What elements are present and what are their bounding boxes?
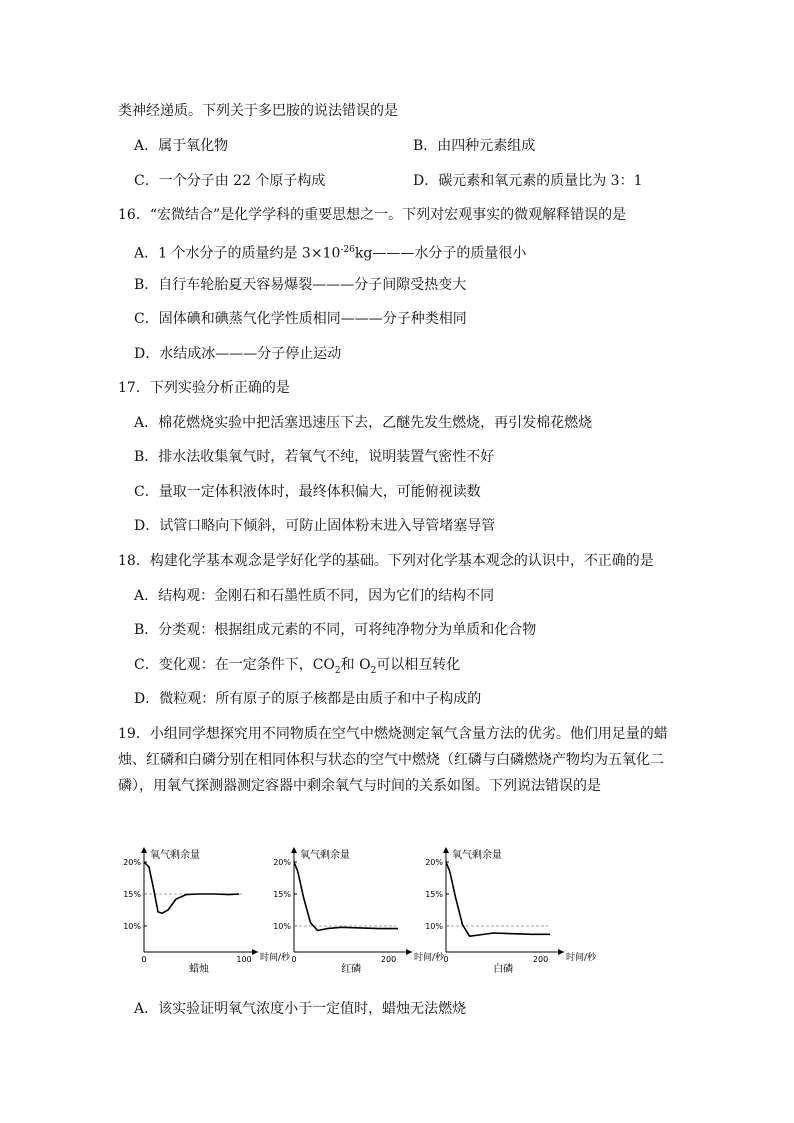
q17-option-c: C．量取一定体积液体时，最终体积偏大，可能俯视读数: [134, 484, 481, 500]
y-tick-label: 15%: [425, 890, 443, 899]
q15-option-a: A．属于氧化物: [134, 138, 229, 154]
q18-option-a: A．结构观：金刚石和石墨性质不同，因为它们的结构不同: [134, 588, 495, 604]
y-axis-label: 氧气剩余量: [452, 850, 502, 861]
oxygen-curve: [144, 862, 239, 913]
q18-option-c-tail: 可以相互转化: [376, 657, 461, 673]
y-tick-label: 20%: [123, 858, 141, 867]
q16-option-a-exponent: -26: [340, 245, 355, 255]
q19-option-a: A．该实验证明氧气浓度小于一定值时，蜡烛无法燃烧: [134, 1001, 467, 1017]
q15-option-c: C．一个分子由 22 个原子构成: [134, 173, 326, 189]
q18-stem: 18．构建化学基本观念是学好化学的基础。下列对化学基本观念的认识中，不正确的是: [118, 553, 654, 569]
x-axis-arrow: [406, 949, 412, 955]
q17-option-d: D．试管口略向下倾斜，可防止固体粉末进入导管堵塞导管: [134, 518, 496, 534]
q18-option-c: [134, 655, 460, 681]
oxygen-curve: [446, 862, 550, 936]
q15-intro: 类神经递质。下列关于多巴胺的说法错误的是: [118, 103, 398, 119]
q18-option-b: B．分类观：根据组成元素的不同，可将纯净物分为单质和化合物: [134, 622, 537, 638]
y-tick-label: 10%: [425, 922, 443, 931]
x-tick-label: 0: [291, 955, 297, 964]
x-tick-label: 0: [443, 955, 449, 964]
q17-option-a: A．棉花燃烧实验中把活塞迅速压下去，乙醚先发生燃烧，再引发棉花燃烧: [134, 415, 593, 431]
q17-stem: 17．下列实验分析正确的是: [118, 380, 290, 396]
y-tick-label: 10%: [273, 922, 291, 931]
q18-option-c-mid: 和 O: [340, 657, 371, 673]
candle-oxygen-chart: [118, 842, 291, 975]
x-axis-arrow: [252, 949, 258, 955]
white-phosphorus-oxygen-chart: [420, 842, 597, 975]
y-axis-arrow: [141, 847, 147, 853]
chart-caption: 白磷: [493, 964, 514, 975]
q16-option-a: [134, 240, 526, 264]
x-axis-label: 时间/秒: [566, 953, 597, 963]
x-axis-arrow: [558, 949, 564, 955]
q15-option-b: B．由四种元素组成: [413, 138, 536, 154]
q19-stem-line1: 19．小组同学想探究用不同物质在空气中燃烧测定氧气含量方法的优劣。他们用足量的蜡: [118, 726, 668, 742]
q16-option-b: B．自行车轮胎夏天容易爆裂———分子间隙受热变大: [134, 277, 467, 293]
x-tick-label: 0: [141, 955, 147, 964]
y-axis-label: 氧气剩余量: [150, 850, 200, 861]
y-tick-label: 10%: [123, 922, 141, 931]
y-axis-label: 氧气剩余量: [300, 850, 350, 861]
q16-option-c: C．固体碘和碘蒸气化学性质相同———分子种类相同: [134, 311, 467, 327]
y-tick-label: 20%: [273, 858, 291, 867]
q16-option-a-tail: kg———水分子的质量很小: [354, 245, 527, 262]
x-axis-label: 时间/秒: [260, 953, 291, 963]
q19-stem-line3: 磷），用氧气探测器测定容器中剩余氧气与时间的关系如图。下列说法错误的是: [118, 778, 601, 794]
x-tick-label: 200: [532, 955, 549, 964]
chart-caption: 红磷: [341, 964, 362, 975]
red-phosphorus-oxygen-chart: [268, 842, 445, 975]
x-axis-label: 时间/秒: [414, 953, 445, 963]
q16-option-d: D．水结成冰———分子停止运动: [134, 346, 342, 362]
q16-option-a-text: A．1 个水分子的质量约是 3×10: [134, 245, 341, 262]
q15-option-d: D．碳元素和氧元素的质量比为 3：1: [413, 173, 643, 189]
y-tick-label: 20%: [425, 858, 443, 867]
oxygen-curve: [294, 862, 398, 931]
x-tick-label: 100: [236, 955, 252, 964]
q18-option-c-sub2: 2: [370, 665, 377, 676]
y-tick-label: 15%: [273, 890, 291, 899]
y-tick-label: 15%: [123, 890, 141, 899]
q19-stem-line2: 烛、红磷和白磷分别在相同体积与状态的空气中燃烧（红磷与白磷燃烧产物均为五氧化二: [118, 752, 664, 768]
y-axis-arrow: [291, 847, 297, 853]
q16-stem: 16．“宏微结合”是化学学科的重要思想之一。下列对宏观事实的微观解释错误的是: [118, 207, 627, 223]
chart-caption: 蜡烛: [189, 964, 209, 975]
y-axis-arrow: [443, 847, 449, 853]
q18-option-d: D．微粒观：所有原子的原子核都是由质子和中子构成的: [134, 691, 482, 707]
x-tick-label: 200: [380, 955, 397, 964]
q18-option-c-sub1: 2: [334, 665, 341, 676]
q18-option-c-text: C．变化观：在一定条件下，CO: [134, 657, 335, 673]
q17-option-b: B．排水法收集氧气时，若氧气不纯，说明装置气密性不好: [134, 449, 495, 465]
